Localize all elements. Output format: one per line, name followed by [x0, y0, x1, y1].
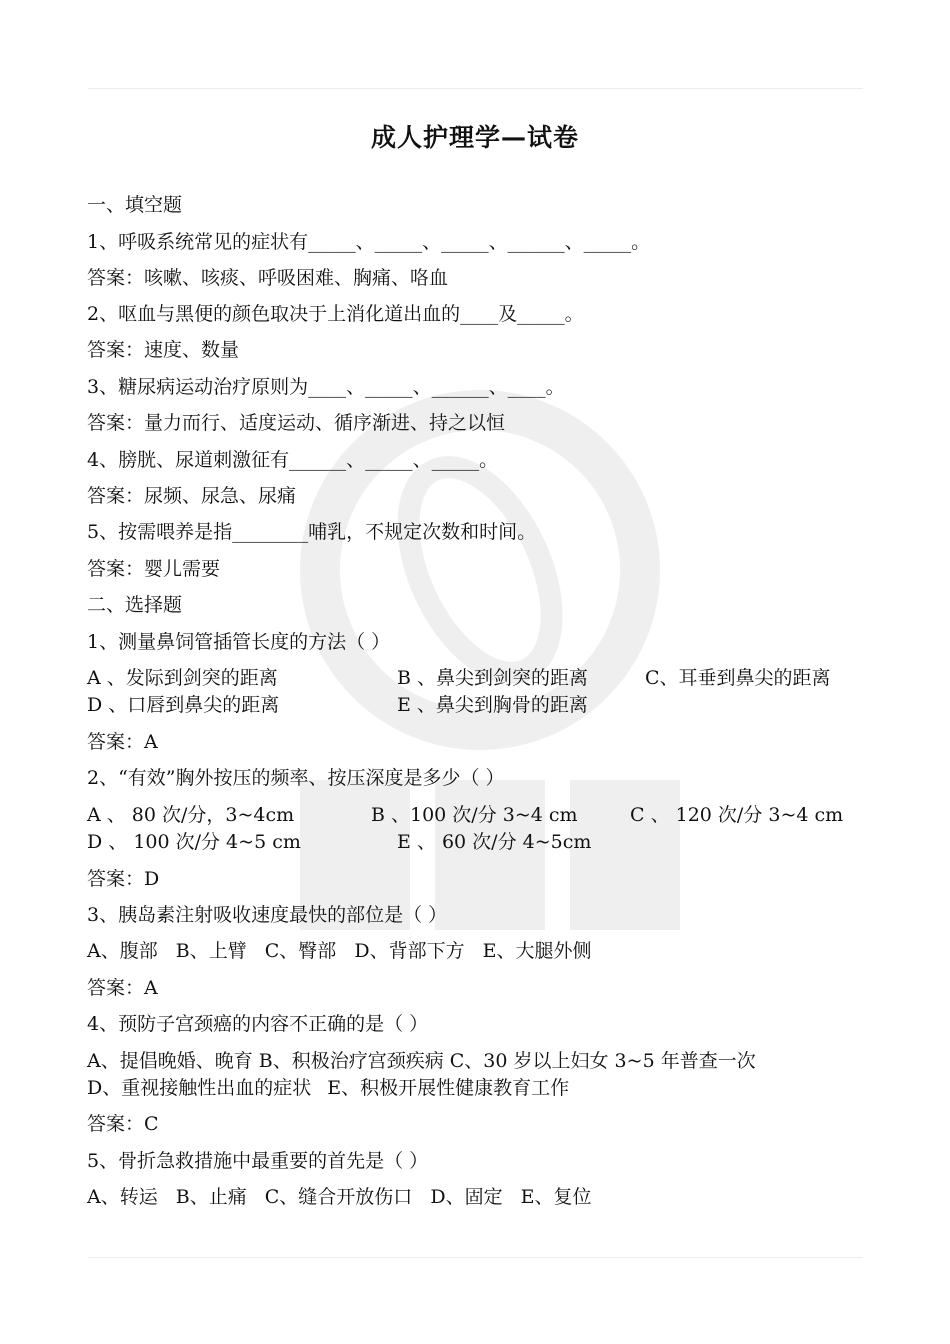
question-text: 3、胰岛素注射吸收速度最快的部位是（ ） — [87, 904, 448, 926]
option-a: A 、 80 次/分，3~4cm — [87, 804, 295, 826]
question-text: 5、骨折急救措施中最重要的首先是（ ） — [87, 1150, 429, 1172]
option-e: E 、鼻尖到胸骨的距离 — [397, 694, 588, 716]
options-row: A、转运 B、止痛 C、缝合开放伤口 D、固定 E、复位 — [87, 1186, 592, 1208]
answer-text: 答案：C — [87, 1113, 159, 1135]
answer-text: 答案：A — [87, 731, 158, 753]
question-text: 2、“有效”胸外按压的频率、按压深度是多少（ ） — [87, 767, 505, 789]
option-d: D 、 100 次/分 4~5 cm — [87, 831, 301, 853]
answer-text: 答案：速度、数量 — [87, 339, 240, 361]
answer-text: 答案：咳嗽、咳痰、呼吸困难、胸痛、咯血 — [87, 267, 449, 289]
page-title: 成人护理学—试卷 — [370, 123, 579, 152]
option-c: C、耳垂到鼻尖的距离 — [645, 667, 831, 689]
options-row: D、重视接触性出血的症状 E、积极开展性健康教育工作 — [87, 1077, 570, 1099]
option-b: B 、100 次/分 3~4 cm — [371, 804, 578, 826]
option-c: C 、 120 次/分 3~4 cm — [630, 804, 844, 826]
question-text: 1、测量鼻饲管插管长度的方法（ ） — [87, 631, 391, 653]
answer-text: 答案：量力而行、适度运动、循序渐进、持之以恒 — [87, 412, 506, 434]
top-divider — [88, 88, 863, 89]
answer-text: 答案：尿频、尿急、尿痛 — [87, 485, 297, 507]
option-a: A 、发际到剑突的距离 — [87, 667, 278, 689]
answer-text: 答案：D — [87, 868, 160, 890]
question-text: 2、呕血与黑便的颜色取决于上消化道出血的____及_____。 — [87, 303, 584, 325]
answer-text: 答案：A — [87, 977, 158, 999]
option-d: D 、口唇到鼻尖的距离 — [87, 694, 280, 716]
answer-text: 答案：婴儿需要 — [87, 558, 221, 580]
option-b: B 、鼻尖到剑突的距离 — [397, 667, 589, 689]
question-text: 1、呼吸系统常见的症状有_____、_____、_____、______、_____。 — [87, 231, 651, 253]
option-e: E 、 60 次/分 4~5cm — [397, 831, 592, 853]
section-heading-multiple-choice: 二、选择题 — [87, 594, 183, 616]
question-text: 4、膀胱、尿道刺激征有______、_____、_____。 — [87, 449, 499, 471]
options-row: A、提倡晚婚、晚育 B、积极治疗宫颈疾病 C、30 岁以上妇女 3~5 年普查一次 — [87, 1050, 756, 1072]
options-row: A、腹部 B、上臂 C、臀部 D、背部下方 E、大腿外侧 — [87, 940, 592, 962]
question-text: 3、糖尿病运动治疗原则为____、_____、______、____。 — [87, 376, 565, 398]
question-text: 4、预防子宫颈癌的内容不正确的是（ ） — [87, 1013, 429, 1035]
question-text: 5、按需喂养是指________哺乳，不规定次数和时间。 — [87, 521, 537, 543]
bottom-divider — [88, 1257, 863, 1258]
section-heading-fill-blank: 一、填空题 — [87, 194, 183, 216]
